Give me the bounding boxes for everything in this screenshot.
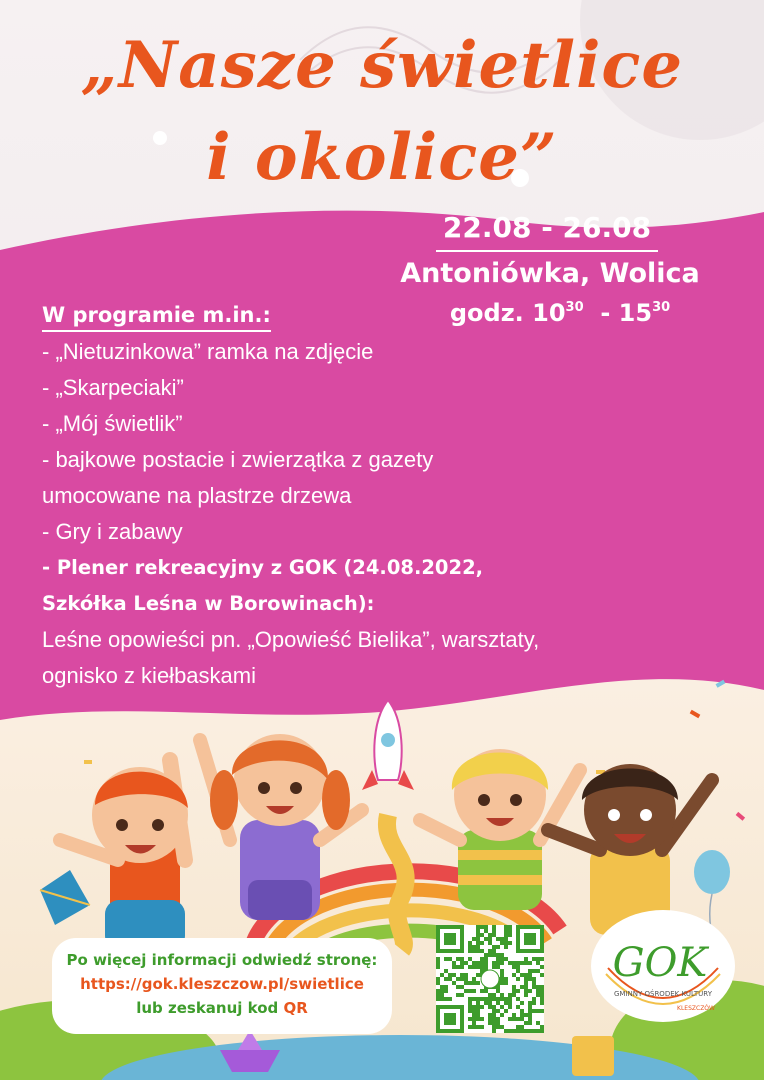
program-item: - „Nietuzinkowa” ramka na zdjęcie (42, 339, 374, 364)
qr-word: QR (283, 999, 308, 1017)
logo-text: GOK (612, 940, 708, 986)
hours-separator: - 15 (583, 299, 653, 327)
event-dates: 22.08 - 26.08 (436, 212, 658, 252)
qr-hint (52, 996, 392, 1020)
info-box (52, 938, 392, 1034)
gok-logo (588, 908, 738, 1024)
program-item: umocowane na plastrze drzewa (42, 483, 352, 508)
hours-prefix: godz. 10 (449, 299, 566, 327)
program-item: - Plener rekreacyjny z GOK (24.08.2022, (42, 556, 484, 579)
logo-ring-text: GMINNY OŚRODEK KULTURY (613, 990, 713, 998)
program-item: - bajkowe postacie i zwierzątka z gazety (42, 447, 434, 472)
info-text: Po więcej informacji odwiedź stronę: (66, 951, 378, 969)
poster-title-line1: „Nasze świetlice (80, 28, 684, 103)
hours-end-minutes: 30 (652, 300, 671, 315)
website-link[interactable]: https://gok.kleszczow.pl/swietlice (80, 975, 364, 993)
event-places: Antoniówka, Wolica (400, 258, 700, 289)
program-item: Szkółka Leśna w Borowinach): (42, 592, 375, 615)
program-item: ognisko z kiełbaskami (42, 663, 256, 688)
qr-code[interactable] (436, 925, 544, 1033)
program-item: - „Skarpeciaki” (42, 375, 184, 400)
logo-town-text: KLESZCZÓW (677, 1005, 715, 1012)
program-list (42, 334, 742, 694)
hours-start-minutes: 30 (565, 300, 584, 315)
program-item: - Gry i zabawy (42, 519, 183, 544)
poster-title-line2: i okolice” (206, 120, 558, 195)
qr-hint-text: lub zeskanuj kod (136, 999, 284, 1017)
program-heading: W programie m.in.: (42, 300, 271, 332)
event-hours (420, 292, 700, 329)
program-item: - „Mój świetlik” (42, 411, 183, 436)
program-item: Leśne opowieści pn. „Opowieść Bielika”, warsztaty, (42, 627, 540, 652)
